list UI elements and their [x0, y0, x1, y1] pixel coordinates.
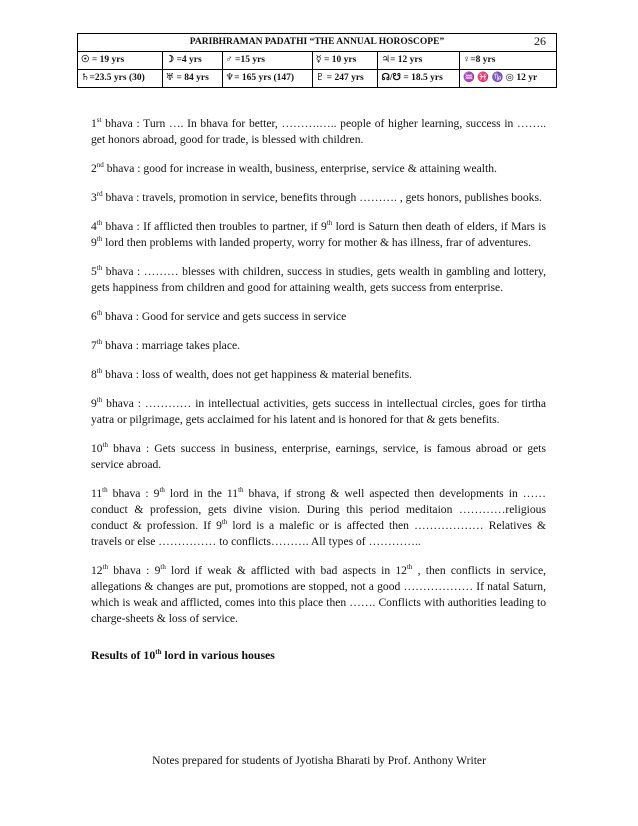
- bhava-ordinal: th: [102, 486, 108, 495]
- bhava-text: bhava : Turn …. In bhava for better, ……….….. people of higher learning, success in …….. get honors abroad, good for trade, is blessed with children.: [91, 117, 546, 146]
- bhava-paragraph: [91, 219, 546, 251]
- period-cell: ♒ ♓ ♑ ◎ 12 yr: [460, 70, 557, 88]
- bhava-paragraph: [91, 190, 546, 206]
- bhava-number: 3: [91, 191, 97, 204]
- section-heading: [91, 647, 546, 663]
- bhava-paragraph: [91, 441, 546, 473]
- bhava-text: bhava : loss of wealth, does not get happiness & material benefits.: [102, 368, 412, 381]
- bhava-text: bhava : 9th lord if weak & afflicted with bad aspects in 12th , then conflicts in service, allegations & changes are put, promotions are stopped, not a good ……………… If natal Saturn, which is weak and afflicted, comes into this place then ……. Conflicts with authorities leading to charge-sheets & loss of service.: [91, 563, 546, 625]
- period-row-2: [78, 70, 557, 88]
- bhava-results-text: [91, 116, 546, 663]
- section-heading-sup: th: [155, 648, 162, 657]
- bhava-ordinal: th: [102, 441, 109, 450]
- bhava-number: 12: [91, 564, 103, 577]
- bhava-ordinal: th: [96, 338, 103, 347]
- bhava-number: 6: [91, 310, 97, 323]
- period-cell: ♀=8 yrs: [460, 52, 557, 70]
- bhava-text: bhava : ………… in intellectual activities, gets success in intellectual circles, goes for tirtha yatra or pilgrimage, gets acclaimed for his latent and is honored for that & gets benefits.: [91, 397, 546, 426]
- bhava-paragraph: [91, 338, 546, 354]
- bhava-paragraph: [91, 396, 546, 428]
- bhava-number: 2: [91, 162, 97, 175]
- bhava-ordinal: th: [96, 264, 103, 273]
- bhava-text: bhava : Gets success in business, enterprise, earnings, service, is famous abroad or gets service abroad.: [91, 442, 546, 471]
- bhava-number: 9: [91, 397, 97, 410]
- bhava-paragraph: [91, 264, 546, 296]
- bhava-paragraph: [91, 116, 546, 148]
- bhava-number: 1: [91, 117, 97, 130]
- bhava-ordinal: th: [96, 309, 103, 318]
- bhava-paragraph: [91, 309, 546, 325]
- bhava-paragraph: [91, 367, 546, 383]
- period-cell: ♄=23.5 yrs (30): [78, 70, 163, 88]
- header-title-cell: [78, 34, 557, 52]
- bhava-number: 8: [91, 368, 97, 381]
- bhava-text: bhava : good for increase in wealth, business, enterprise, service & attaining wealth.: [103, 162, 497, 175]
- page-number: 26: [534, 34, 546, 48]
- period-row-1: [78, 52, 557, 70]
- bhava-ordinal: th: [96, 367, 103, 376]
- period-cell: ☽ =4 yrs: [162, 52, 222, 70]
- period-cell: ☊/☋ = 18.5 yrs: [378, 70, 460, 88]
- bhava-ordinal: st: [96, 116, 102, 125]
- bhava-number: 11: [91, 487, 103, 500]
- period-cell: ♂ =15 yrs: [222, 52, 312, 70]
- period-cell: ☿ = 10 yrs: [312, 52, 378, 70]
- bhava-paragraph: [91, 161, 546, 177]
- bhava-number: 7: [91, 339, 97, 352]
- bhava-text: bhava : marriage takes place.: [102, 339, 241, 352]
- planet-period-table: [77, 33, 557, 88]
- bhava-text: bhava : ……… blesses with children, success in studies, gets wealth in gambling and lottery, gets happiness from children and good for attaining wealth, gets success from enterprise.: [91, 265, 546, 294]
- period-cell: ♃= 12 yrs: [378, 52, 460, 70]
- bhava-text: bhava : If afflicted then troubles to partner, if 9th lord is Saturn then death of elders, if Mars is 9th lord then problems with landed property, worry for mother & has illness, frar of adventures.: [91, 219, 546, 249]
- period-cell: ♇ = 247 yrs: [312, 70, 378, 88]
- page-title: PARIBHRAMAN PADATHI “THE ANNUAL HOROSCOPE”: [189, 36, 445, 47]
- bhava-paragraph: [91, 563, 546, 627]
- bhava-ordinal: rd: [96, 190, 103, 199]
- section-heading-text: Results of 10: [91, 648, 156, 662]
- bhava-paragraph-list: [91, 116, 546, 627]
- bhava-number: 10: [91, 442, 103, 455]
- bhava-ordinal: nd: [96, 161, 104, 170]
- bhava-number: 4: [91, 220, 97, 233]
- section-heading-text-2: lord in various houses: [161, 648, 275, 662]
- period-cell: ♅ = 84 yrs: [162, 70, 222, 88]
- bhava-number: 5: [91, 265, 97, 278]
- period-cell: ♆= 165 yrs (147): [222, 70, 312, 88]
- bhava-ordinal: th: [96, 219, 103, 228]
- bhava-ordinal: th: [96, 396, 103, 405]
- page-footer: Notes prepared for students of Jyotisha Bharati by Prof. Anthony Writer: [152, 754, 486, 767]
- period-cell: ☉ = 19 yrs: [78, 52, 163, 70]
- bhava-text: bhava : 9th lord in the 11th bhava, if strong & well aspected then developments in …… conduct & profession, gets divine vision. During this period meditaion …………religious conduct & profession. If 9th lord is a malefic or is affected then ……………… Relatives & travels or else …………… to conflicts………. All types of …………..: [91, 486, 547, 548]
- bhava-text: bhava : Good for service and gets success in service: [102, 310, 347, 323]
- bhava-paragraph: [91, 486, 546, 550]
- bhava-ordinal: th: [102, 563, 109, 572]
- bhava-text: bhava : travels, promotion in service, benefits through ………. , gets honors, publishes books.: [102, 191, 542, 204]
